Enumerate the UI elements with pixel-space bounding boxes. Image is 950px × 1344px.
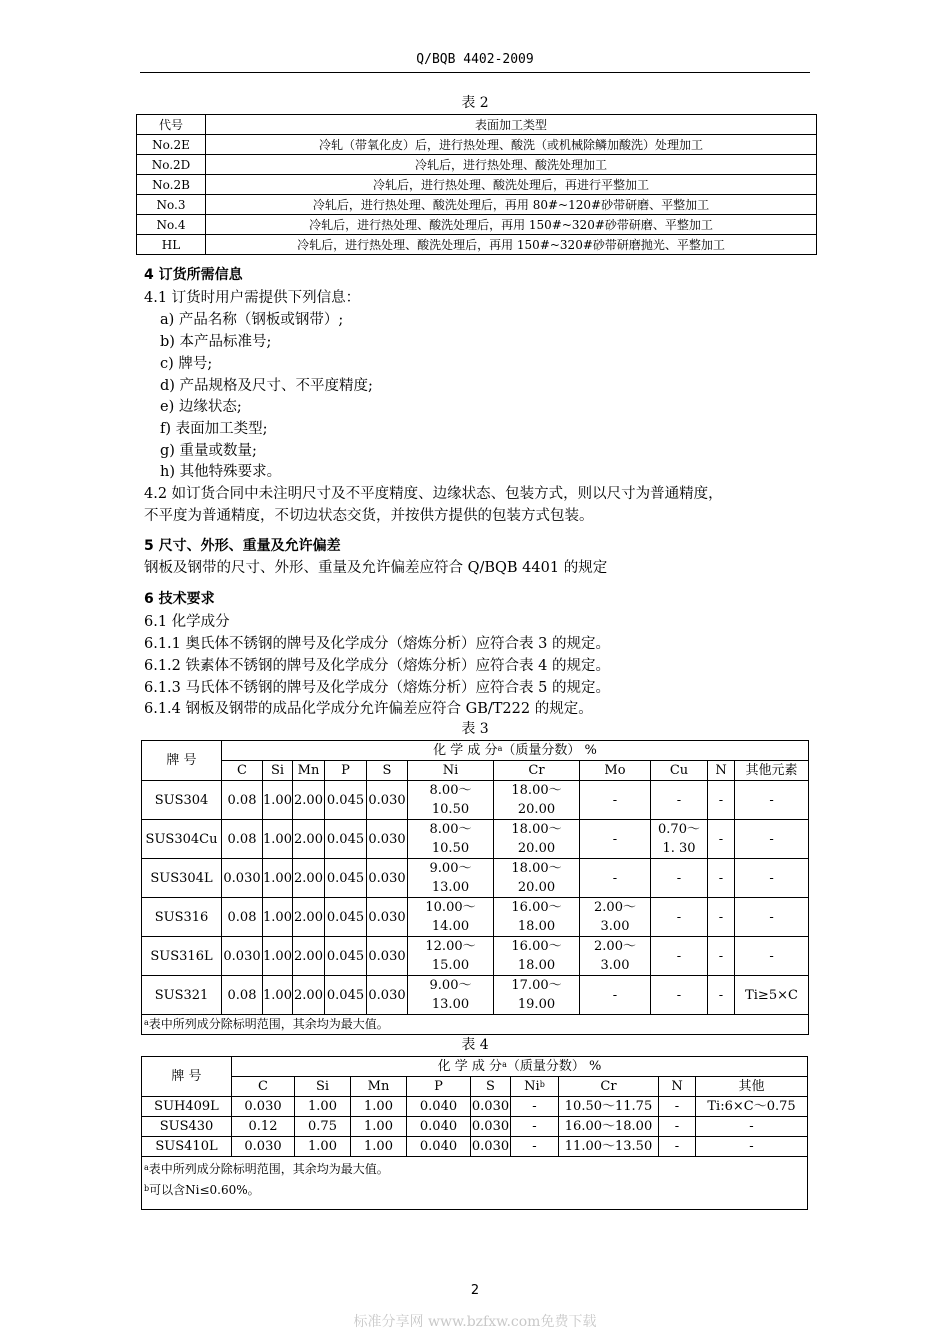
table-cell: 0.08 (222, 898, 263, 937)
range-low: 8.00～ (429, 783, 472, 798)
composition-header (232, 1057, 808, 1077)
footnote-marker: a (144, 1163, 149, 1172)
section4-heading: 4 订货所需信息 (144, 267, 243, 283)
table-cell: 0.75 (295, 1117, 351, 1137)
range-high: 1. 30 (662, 841, 696, 856)
table-cell (408, 898, 494, 937)
table-cell: 0.12 (232, 1117, 295, 1137)
table-cell: 0.030 (471, 1117, 511, 1137)
table-cell (494, 937, 580, 976)
table-cell: - (735, 781, 809, 820)
table-cell: 0.030 (367, 976, 408, 1015)
column-header: Si (263, 761, 293, 781)
table-note (142, 1015, 809, 1035)
column-header: 其他 (696, 1077, 808, 1097)
table-header-row (137, 115, 817, 135)
table-cell: - (511, 1117, 559, 1137)
paragraph-4-2-line1: 4.2 如订货合同中未注明尺寸及不平度精度、边缘状态、包装方式，则以尺寸为普通精度， (144, 486, 723, 502)
range-high: 15.00 (431, 958, 470, 973)
paragraph-4-2-line2: 不平度为普通精度，不切边状态交货，并按供方提供的包装方式包装。 (144, 508, 594, 524)
table-row (137, 155, 817, 175)
range-low: - (612, 870, 618, 886)
table-header-row (142, 761, 809, 781)
table-cell: - (659, 1117, 696, 1137)
table-cell: - (708, 976, 735, 1015)
table-row (137, 215, 817, 235)
table-cell: - (735, 859, 809, 898)
table-cell: 0.030 (222, 859, 263, 898)
column-header-text: Ni (524, 1079, 540, 1094)
table-cell: - (696, 1137, 808, 1157)
composition-header-unit: （质量分数） % (506, 1059, 602, 1074)
range-low: - (676, 909, 682, 925)
table-row (142, 820, 809, 859)
table-cell: 0.045 (325, 859, 367, 898)
footnote-marker: b (144, 1184, 150, 1193)
table-cell: 0.030 (471, 1137, 511, 1157)
grade-cell: SUS430 (142, 1117, 232, 1137)
table-cell: 0.030 (367, 820, 408, 859)
list-item: h) 其他特殊要求。 (160, 464, 282, 480)
range-low: 2.00～ (594, 900, 636, 915)
column-header: Cu (651, 761, 708, 781)
table-cell (580, 820, 651, 859)
clause-6-1-4: 6.1.4 钢板及钢带的成品化学成分允许偏差应符合 GB/T222 的规定。 (144, 701, 593, 717)
table-row (137, 175, 817, 195)
range-low: 18.00～ (511, 783, 562, 798)
table-note (142, 1157, 808, 1210)
grade-cell: SUS316L (142, 937, 222, 976)
table-row (142, 1117, 808, 1137)
range-high: 3.00 (600, 919, 630, 934)
composition-header-text: 化 学 成 分 (437, 1059, 503, 1074)
section5-heading: 5 尺寸、外形、重量及允许偏差 (144, 538, 341, 554)
table-cell (494, 859, 580, 898)
table-cell: 11.00～13.50 (559, 1137, 659, 1157)
table-cell: 1.00 (263, 781, 293, 820)
table-header: 表面加工类型 (206, 115, 817, 135)
table-cell: - (735, 820, 809, 859)
table-cell (651, 859, 708, 898)
table-cell: 0.045 (325, 820, 367, 859)
table-row (142, 781, 809, 820)
table-cell: - (511, 1097, 559, 1117)
grade-cell: SUH409L (142, 1097, 232, 1117)
table-cell: - (511, 1137, 559, 1157)
table-cell: 0.045 (325, 898, 367, 937)
range-low: 12.00～ (425, 939, 476, 954)
range-high: 18.00 (517, 919, 556, 934)
table-cell: No.3 (137, 195, 206, 215)
table-header: 代号 (137, 115, 206, 135)
list-item: f) 表面加工类型; (160, 421, 268, 437)
table3 (141, 740, 809, 1035)
range-high: 3.00 (600, 958, 630, 973)
range-low: - (612, 831, 618, 847)
table-cell: 0.030 (232, 1137, 295, 1157)
range-low: 18.00～ (511, 822, 562, 837)
table-cell: 2.00 (293, 937, 325, 976)
table-cell (494, 781, 580, 820)
range-high: 10.50 (431, 802, 470, 817)
column-header: Mn (351, 1077, 407, 1097)
column-header: Cr (559, 1077, 659, 1097)
table-cell (408, 781, 494, 820)
table-cell (580, 859, 651, 898)
table-note-row (142, 1015, 809, 1035)
table-cell (494, 976, 580, 1015)
table-note-line (144, 1180, 807, 1201)
table-cell: 2.00 (293, 820, 325, 859)
clause-6-1-3: 6.1.3 马氏体不锈钢的牌号及化学成分（熔炼分析）应符合表 5 的规定。 (144, 680, 610, 696)
table-cell: HL (137, 235, 206, 255)
table-cell: No.4 (137, 215, 206, 235)
table-cell: 1.00 (263, 976, 293, 1015)
table-cell: 0.040 (407, 1117, 471, 1137)
table-cell: 0.08 (222, 781, 263, 820)
document-number: Q/BQB 4402-2009 (416, 52, 534, 67)
column-header: P (407, 1077, 471, 1097)
table-cell: 1.00 (263, 898, 293, 937)
table-cell: 冷轧（带氧化皮）后，进行热处理、酸洗（或机械除鳞加酸洗）处理加工 (206, 135, 817, 155)
table-header-row (142, 1077, 808, 1097)
composition-header-text: 化 学 成 分 (433, 743, 498, 758)
table-cell: - (708, 781, 735, 820)
column-header (511, 1077, 559, 1097)
table-cell: 1.00 (295, 1097, 351, 1117)
table3-caption: 表 3 (461, 721, 489, 737)
range-high: 13.00 (431, 880, 470, 895)
table-row (142, 1097, 808, 1117)
column-header: Mn (293, 761, 325, 781)
range-low: - (676, 870, 682, 886)
range-low: 2.00～ (594, 939, 636, 954)
range-low: 18.00～ (511, 861, 562, 876)
column-header: N (708, 761, 735, 781)
column-header: Mo (580, 761, 651, 781)
range-high: 13.00 (431, 997, 470, 1012)
table-cell: 冷轧后，进行热处理、酸洗处理后，再进行平整加工 (206, 175, 817, 195)
table-cell: 0.030 (367, 859, 408, 898)
table-cell: 2.00 (293, 976, 325, 1015)
table-cell: - (708, 937, 735, 976)
table-header-row (142, 1057, 808, 1077)
table-cell (408, 820, 494, 859)
table-cell: - (735, 898, 809, 937)
range-low: 9.00～ (429, 861, 472, 876)
grade-cell: SUS304Cu (142, 820, 222, 859)
table-cell: 2.00 (293, 859, 325, 898)
table-cell: 0.030 (222, 937, 263, 976)
list-item: g) 重量或数量; (160, 443, 257, 459)
column-header: C (222, 761, 263, 781)
grade-header: 牌 号 (142, 1057, 232, 1097)
range-low: 16.00～ (511, 900, 562, 915)
range-low: 0.70～ (658, 822, 700, 837)
range-high: 18.00 (517, 958, 556, 973)
table4-caption: 表 4 (461, 1037, 489, 1053)
section5-text: 钢板及钢带的尺寸、外形、重量及允许偏差应符合 Q/BQB 4401 的规定 (144, 560, 608, 576)
grade-header: 牌 号 (142, 741, 222, 781)
grade-cell: SUS410L (142, 1137, 232, 1157)
footnote-marker: a (502, 1060, 507, 1069)
table-cell: 1.00 (263, 820, 293, 859)
column-header: N (659, 1077, 696, 1097)
table-cell: Ti≥5×C (735, 976, 809, 1015)
paragraph-4-1: 4.1 订货时用户需提供下列信息： (144, 290, 361, 306)
table-cell (651, 937, 708, 976)
range-low: 9.00～ (429, 978, 472, 993)
range-high: 20.00 (517, 880, 556, 895)
table-note-row (142, 1157, 808, 1210)
table-cell: 0.045 (325, 937, 367, 976)
table-row (137, 235, 817, 255)
table-row (142, 937, 809, 976)
table-note-text: 表中所列成分除标明范围，其余均为最大值。 (148, 1162, 389, 1176)
table-cell (494, 898, 580, 937)
table-cell (651, 976, 708, 1015)
table-cell (580, 781, 651, 820)
table-cell: 2.00 (293, 781, 325, 820)
table-cell: 1.00 (351, 1137, 407, 1157)
range-high: 20.00 (517, 802, 556, 817)
table-cell: No.2E (137, 135, 206, 155)
footnote-marker: a (497, 744, 503, 753)
table-cell: 2.00 (293, 898, 325, 937)
table-cell: 1.00 (263, 859, 293, 898)
table-row (142, 1137, 808, 1157)
table-cell (408, 976, 494, 1015)
list-item: a) 产品名称（钢板或钢带）; (160, 312, 344, 328)
table-cell: 10.50～11.75 (559, 1097, 659, 1117)
table-cell (408, 859, 494, 898)
range-low: 17.00～ (511, 978, 562, 993)
table-cell: No.2D (137, 155, 206, 175)
watermark: 标准分享网 www.bzfxw.com免费下载 (353, 1314, 597, 1330)
table-cell: 冷轧后，进行热处理、酸洗处理后，再用 80#~120#砂带研磨、平整加工 (206, 195, 817, 215)
table-cell (651, 781, 708, 820)
table-cell: - (696, 1117, 808, 1137)
table-cell: - (708, 820, 735, 859)
range-high: 19.00 (517, 997, 556, 1012)
table-row (142, 898, 809, 937)
composition-header (222, 741, 809, 761)
column-header: Cr (494, 761, 580, 781)
range-low: 8.00～ (429, 822, 472, 837)
column-header: P (325, 761, 367, 781)
table-cell: 冷轧后，进行热处理、酸洗处理后，再用 150#~320#砂带研磨抛光、平整加工 (206, 235, 817, 255)
table-cell: 0.045 (325, 976, 367, 1015)
range-low: 16.00～ (511, 939, 562, 954)
table-cell (580, 898, 651, 937)
table-cell (580, 976, 651, 1015)
footnote-marker: a (144, 1018, 149, 1027)
table-cell: 1.00 (351, 1097, 407, 1117)
clause-6-1-2: 6.1.2 铁素体不锈钢的牌号及化学成分（熔炼分析）应符合表 4 的规定。 (144, 658, 610, 674)
table-cell (408, 937, 494, 976)
table-note-text: 可以含Ni≤0.60%。 (149, 1183, 260, 1197)
table-cell: - (659, 1097, 696, 1117)
table-cell (494, 820, 580, 859)
table-cell: 0.030 (367, 898, 408, 937)
grade-cell: SUS316 (142, 898, 222, 937)
table-note-text: 表中所列成分除标明范围，其余均为最大值。 (148, 1017, 389, 1031)
list-item: b) 本产品标准号; (160, 334, 272, 350)
column-header: S (471, 1077, 511, 1097)
table-cell: 1.00 (263, 937, 293, 976)
header-rule (140, 72, 810, 73)
table-cell: - (735, 937, 809, 976)
page-number: 2 (470, 1283, 480, 1298)
table2 (136, 114, 817, 255)
table-cell: 0.030 (367, 781, 408, 820)
table-row (137, 195, 817, 215)
column-header: Ni (408, 761, 494, 781)
column-header: C (232, 1077, 295, 1097)
range-low: - (676, 987, 682, 1003)
range-low: - (676, 792, 682, 808)
footnote-marker: b (539, 1080, 545, 1089)
subsection-6-1: 6.1 化学成分 (144, 614, 230, 630)
composition-header-unit: （质量分数） % (502, 743, 597, 758)
table-cell (580, 937, 651, 976)
table-cell: 1.00 (295, 1137, 351, 1157)
table-cell: 0.08 (222, 820, 263, 859)
range-high: 10.50 (431, 841, 470, 856)
table-cell: 0.030 (367, 937, 408, 976)
grade-cell: SUS304L (142, 859, 222, 898)
table-cell: 0.040 (407, 1097, 471, 1117)
table-cell (651, 898, 708, 937)
table-cell: 0.030 (232, 1097, 295, 1117)
column-header: 其他元素 (735, 761, 809, 781)
clause-6-1-1: 6.1.1 奥氏体不锈钢的牌号及化学成分（熔炼分析）应符合表 3 的规定。 (144, 636, 610, 652)
table-cell: - (708, 898, 735, 937)
range-high: 14.00 (431, 919, 470, 934)
table-cell: 0.030 (471, 1097, 511, 1117)
table-note-line (144, 1159, 807, 1180)
grade-cell: SUS304 (142, 781, 222, 820)
list-item: d) 产品规格及尺寸、不平度精度; (160, 378, 373, 394)
table-row (142, 859, 809, 898)
table-cell: No.2B (137, 175, 206, 195)
table-cell: 冷轧后，进行热处理、酸洗处理后，再用 150#~320#砂带研磨、平整加工 (206, 215, 817, 235)
range-low: - (612, 792, 618, 808)
table-cell (651, 820, 708, 859)
list-item: c) 牌号; (160, 356, 213, 372)
range-low: - (676, 948, 682, 964)
table-cell: 0.040 (407, 1137, 471, 1157)
column-header: S (367, 761, 408, 781)
range-low: - (612, 987, 618, 1003)
list-item: e) 边缘状态; (160, 399, 242, 415)
table-cell: 冷轧后，进行热处理、酸洗处理加工 (206, 155, 817, 175)
section6-heading: 6 技术要求 (144, 591, 215, 607)
range-high: 20.00 (517, 841, 556, 856)
table-cell: 1.00 (351, 1117, 407, 1137)
table2-caption: 表 2 (461, 95, 489, 111)
table-row (142, 976, 809, 1015)
table-cell: 0.045 (325, 781, 367, 820)
column-header: Si (295, 1077, 351, 1097)
table-cell: 0.08 (222, 976, 263, 1015)
table-cell: Ti:6×C～0.75 (696, 1097, 808, 1117)
table-cell: 16.00～18.00 (559, 1117, 659, 1137)
table-row (137, 135, 817, 155)
range-low: 10.00～ (425, 900, 476, 915)
table-cell: - (659, 1137, 696, 1157)
table-header-row (142, 741, 809, 761)
table-cell: - (708, 859, 735, 898)
grade-cell: SUS321 (142, 976, 222, 1015)
table4 (141, 1056, 808, 1210)
